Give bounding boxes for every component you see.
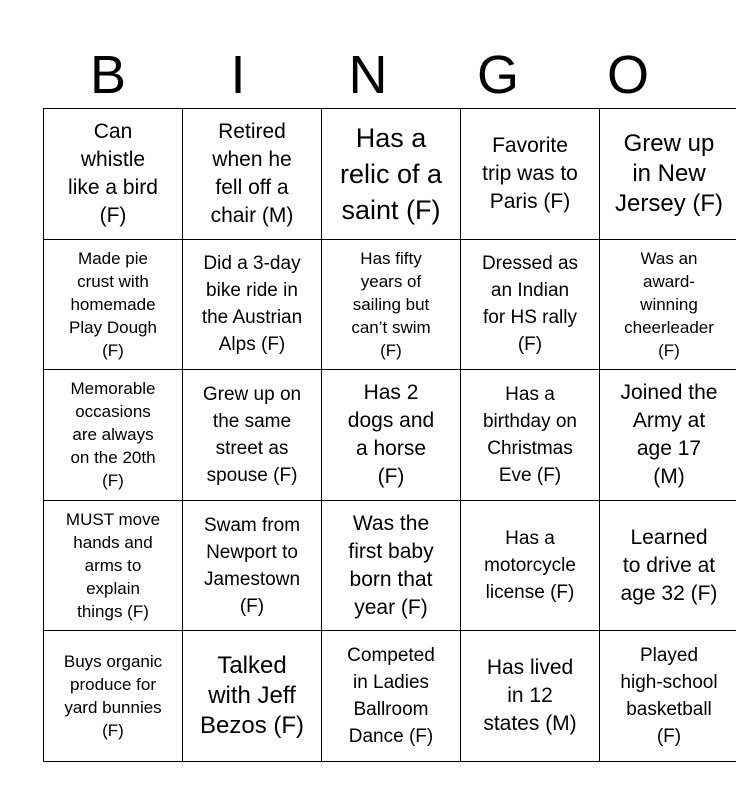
bingo-cell[interactable]: Can whistle like a bird (F) xyxy=(44,109,183,240)
bingo-cell[interactable]: Dressed as an Indian for HS rally (F) xyxy=(461,239,600,370)
bingo-cell[interactable]: Was an award- winning cheerleader (F) xyxy=(600,239,736,370)
header-letter-g: G xyxy=(476,45,519,105)
bingo-cell[interactable]: Has lived in 12 states (M) xyxy=(461,631,600,762)
bingo-cell[interactable]: Has a motorcycle license (F) xyxy=(461,500,600,631)
bingo-header xyxy=(43,42,693,108)
bingo-cell[interactable]: Made pie crust with homemade Play Dough (F) xyxy=(44,239,183,370)
board-row xyxy=(44,109,736,240)
board-row xyxy=(44,370,736,501)
board-row xyxy=(44,239,736,370)
header-letter-b: B xyxy=(89,45,127,105)
board-row xyxy=(44,500,736,631)
bingo-cell[interactable]: Grew up on the same street as spouse (F) xyxy=(183,370,322,501)
bingo-cell[interactable]: MUST move hands and arms to explain things (F) xyxy=(44,500,183,631)
bingo-cell[interactable]: Has a relic of a saint (F) xyxy=(322,109,461,240)
bingo-cell[interactable]: Has fifty years of sailing but can’t swim (F) xyxy=(322,239,461,370)
header-letter-i: I xyxy=(230,45,246,105)
bingo-cell[interactable]: Favorite trip was to Paris (F) xyxy=(461,109,600,240)
bingo-cell[interactable]: Was the first baby born that year (F) xyxy=(322,500,461,631)
bingo-cell[interactable]: Has a birthday on Christmas Eve (F) xyxy=(461,370,600,501)
bingo-cell[interactable]: Buys organic produce for yard bunnies (F) xyxy=(44,631,183,762)
bingo-cell[interactable]: Talked with Jeff Bezos (F) xyxy=(183,631,322,762)
bingo-cell[interactable]: Grew up in New Jersey (F) xyxy=(600,109,736,240)
bingo-cell[interactable]: Joined the Army at age 17 (M) xyxy=(600,370,736,501)
bingo-cell[interactable]: Has 2 dogs and a horse (F) xyxy=(322,370,461,501)
header-letter-n: N xyxy=(348,45,388,105)
header-letter-o: O xyxy=(606,45,649,105)
bingo-cell[interactable]: Played high-school basketball (F) xyxy=(600,631,736,762)
bingo-cell[interactable]: Competed in Ladies Ballroom Dance (F) xyxy=(322,631,461,762)
bingo-board xyxy=(43,108,736,762)
bingo-cell[interactable]: Did a 3-day bike ride in the Austrian Alps (F) xyxy=(183,239,322,370)
bingo-cell[interactable]: Swam from Newport to Jamestown (F) xyxy=(183,500,322,631)
board-row xyxy=(44,631,736,762)
bingo-cell[interactable]: Learned to drive at age 32 (F) xyxy=(600,500,736,631)
bingo-cell[interactable]: Retired when he fell off a chair (M) xyxy=(183,109,322,240)
bingo-cell[interactable]: Memorable occasions are always on the 20th (F) xyxy=(44,370,183,501)
